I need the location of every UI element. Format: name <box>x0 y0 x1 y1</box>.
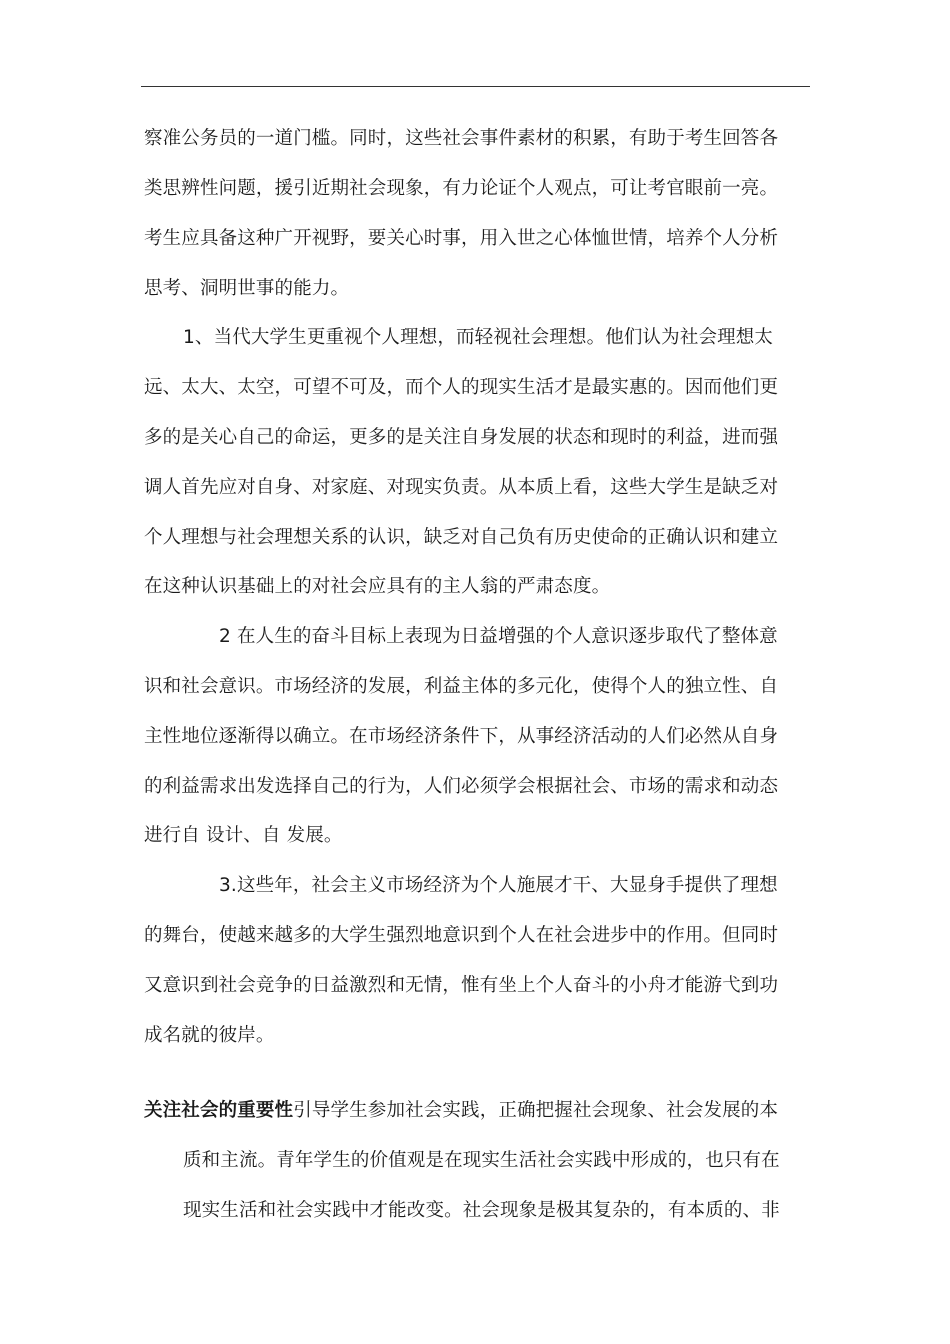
header-rule <box>141 86 810 87</box>
intro-line-2: 类思辨性问题，援引近期社会现象，有力论证个人观点，可让考官眼前一亮。 <box>144 178 779 199</box>
importance-line-2: 质和主流。青年学生的价值观是在现实生活社会实践中形成的，也只有在 <box>183 1150 780 1171</box>
point-1-line-4: 调人首先应对自身、对家庭、对现实负责。从本质上看，这些大学生是缺乏对 <box>144 477 779 498</box>
point-1-line-1: 1、当代大学生更重视个人理想，而轻视社会理想。他们认为社会理想太 <box>183 327 774 348</box>
point-2-line-1: 2 在人生的奋斗目标上表现为日益增强的个人意识逐步取代了整体意 <box>219 626 778 647</box>
point-1-line-5: 个人理想与社会理想关系的认识，缺乏对自己负有历史使命的正确认识和建立 <box>144 527 779 548</box>
point-3-line-1: 3.这些年，社会主义市场经济为个人施展才干、大显身手提供了理想 <box>219 875 778 896</box>
intro-line-1: 察准公务员的一道门槛。同时，这些社会事件素材的积累，有助于考生回答各 <box>144 128 779 149</box>
intro-line-4: 思考、洞明世事的能力。 <box>144 278 350 299</box>
point-1-line-2: 远、太大、太空，可望不可及，而个人的现实生活才是最实惠的。因而他们更 <box>144 377 779 398</box>
point-2-line-5: 进行自 设计、自 发展。 <box>144 825 343 846</box>
point-1-line-3: 多的是关心自己的命运，更多的是关注自身发展的状态和现时的利益，进而强 <box>144 427 779 448</box>
intro-line-3: 考生应具备这种广开视野，要关心时事，用入世之心体恤世情，培养个人分析 <box>144 228 779 249</box>
point-2-line-2: 识和社会意识。市场经济的发展，利益主体的多元化，使得个人的独立性、自 <box>144 676 779 697</box>
point-3-line-2: 的舞台，使越来越多的大学生强烈地意识到个人在社会进步中的作用。但同时 <box>144 925 779 946</box>
importance-line-3: 现实生活和社会实践中才能改变。社会现象是极其复杂的，有本质的、非 <box>183 1200 780 1221</box>
point-3-line-4: 成名就的彼岸。 <box>144 1025 275 1046</box>
point-1-line-6: 在这种认识基础上的对社会应具有的主人翁的严肃态度。 <box>144 576 611 597</box>
importance-heading: 关注社会的重要性 <box>144 1100 294 1121</box>
importance-line-1-text: 引导学生参加社会实践，正确把握社会现象、社会发展的本 <box>293 1100 779 1121</box>
point-3-line-3: 又意识到社会竞争的日益激烈和无情，惟有坐上个人奋斗的小舟才能游弋到功 <box>144 975 779 996</box>
point-2-line-4: 的利益需求出发选择自己的行为，人们必须学会根据社会、市场的需求和动态 <box>144 776 779 797</box>
importance-line-1 <box>144 1096 778 1126</box>
point-2-line-3: 主性地位逐渐得以确立。在市场经济条件下，从事经济活动的人们必然从自身 <box>144 726 779 747</box>
